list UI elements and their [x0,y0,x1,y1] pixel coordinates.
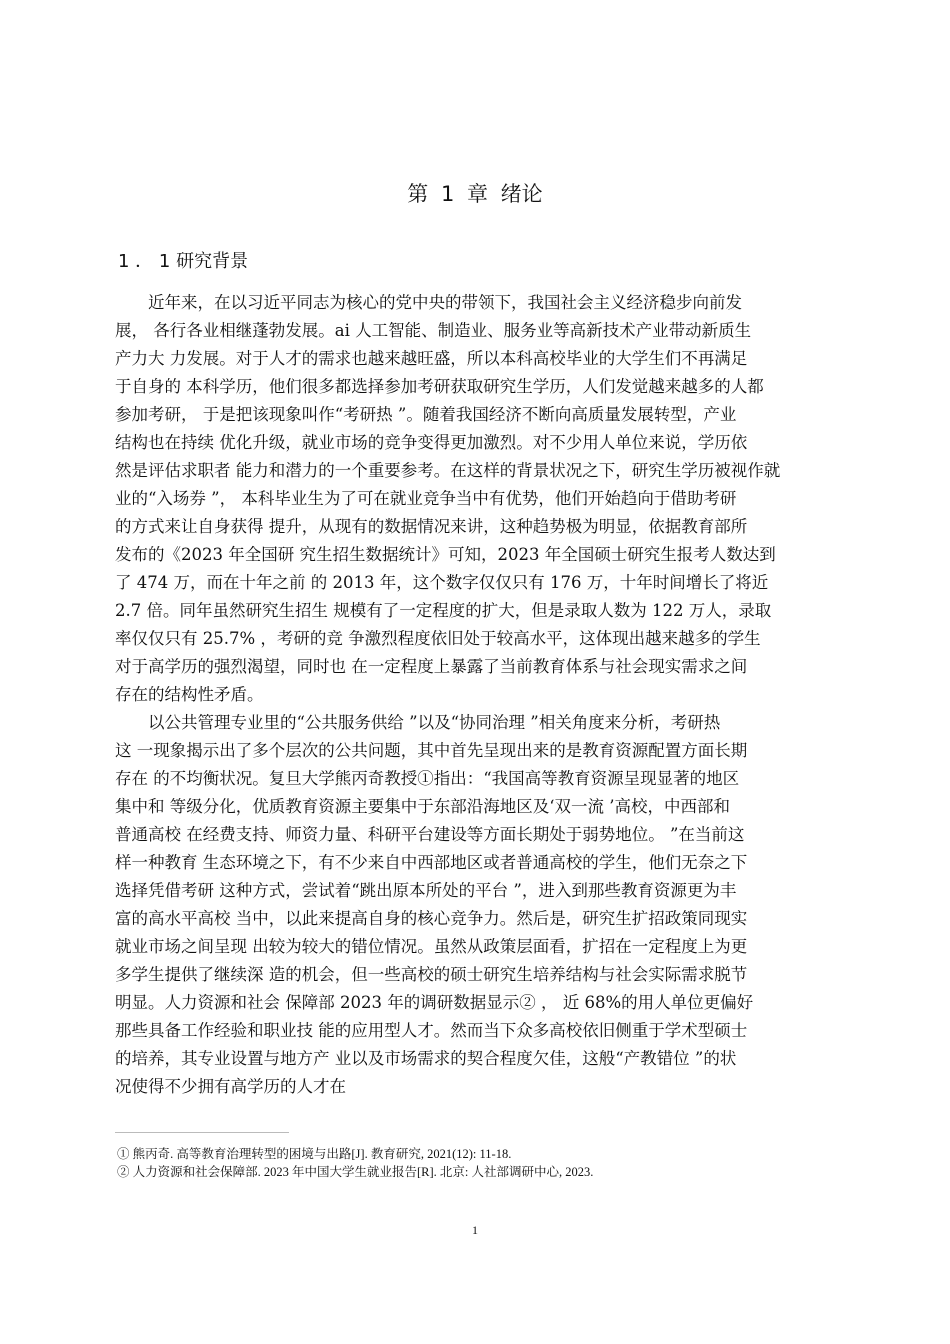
body-line: 发布的《2023 年全国研 究生招生数据统计》可知，2023 年全国硕士研究生报考人数达到 [115,545,776,564]
body-line: 这 一现象揭示出了多个层次的公共问题，其中首先呈现出来的是教育资源配置方面长期 [115,741,748,760]
body-line: 产力大 力发展。对于人才的需求也越来越旺盛，所以本科高校毕业的大学生们不再满足 [115,349,748,368]
body-line: 的培养，其专业设置与地方产 业以及市场需求的契合程度欠佳，这般“产教错位 ”的状 [115,1049,737,1068]
body-line: 结构也在持续 优化升级，就业市场的竞争变得更加激烈。对不少用人单位来说，学历依 [115,433,748,452]
body-line: 率仅仅只有 25.7% ，考研的竞 争激烈程度依旧处于较高水平，这体现出越来越多的学生 [115,629,761,648]
section-title: 1 ． 1 研究背景 [118,251,249,272]
page-number: 1 [472,1223,478,1237]
body-line: 2.7 倍。同年虽然研究生招生 规模有了一定程度的扩大，但是录取人数为 122 万人，录取 [115,601,772,620]
body-line: 参加考研， 于是把该现象叫作“考研热 ”。随着我国经济不断向高质量发展转型，产业 [115,405,737,424]
body-line: 以公共管理专业里的“公共服务供给 ”以及“协同治理 ”相关角度来分析，考研热 [115,713,721,732]
chapter-title: 第 1 章 绪论 [407,182,543,206]
body-line: 对于高学历的强烈渴望，同时也 在一定程度上暴露了当前教育体系与社会现实需求之间 [115,657,748,676]
body-line: 样一种教育 生态环境之下，有不少来自中西部地区或者普通高校的学生，他们无奈之下 [115,853,748,872]
footnote-2: ② 人力资源和社会保障部. 2023 年中国大学生就业报告[R]. 北京: 人社部调研中心, 2023. [117,1165,594,1179]
body-line: 集中和 等级分化，优质教育资源主要集中于东部沿海地区及‘双一流 ’高校，中西部和 [115,797,730,816]
body-line: 展， 各行各业相继蓬勃发展。ai 人工智能、制造业、服务业等高新技术产业带动新质生 [115,321,752,340]
footnote-separator [115,1132,289,1133]
body-line: 明显。人力资源和社会 保障部 2023 年的调研数据显示② ， 近 68%的用人单位更偏好 [115,993,754,1012]
body-line: 普通高校 在经费支持、师资力量、科研平台建设等方面长期处于弱势地位。 ”在当前这 [115,825,745,844]
body-line: 存在的结构性矛盾。 [115,685,264,704]
body-line: 近年来，在以习近平同志为核心的党中央的带领下，我国社会主义经济稳步向前发 [115,293,742,312]
body-line: 就业市场之间呈现 出较为较大的错位情况。虽然从政策层面看，扩招在一定程度上为更 [115,937,748,956]
body-line: 多学生提供了继续深 造的机会，但一些高校的硕士研究生培养结构与社会实际需求脱节 [115,965,748,984]
body-line: 了 474 万，而在十年之前 的 2013 年，这个数字仅仅只有 176 万，十年时间增长了将近 [115,573,769,592]
body-line: 然是评估求职者 能力和潜力的一个重要参考。在这样的背景状况之下，研究生学历被视作就 [115,461,781,480]
body-line: 况使得不少拥有高学历的人才在 [115,1077,346,1096]
footnote-1: ① 熊丙奇. 高等教育治理转型的困境与出路[J]. 教育研究, 2021(12): 11-18. [117,1147,512,1161]
body-line: 那些具备工作经验和职业技 能的应用型人才。然而当下众多高校依旧侧重于学术型硕士 [115,1021,748,1040]
body-line: 于自身的 本科学历，他们很多都选择参加考研获取研究生学历，人们发觉越来越多的人都 [115,377,764,396]
body-line: 富的高水平高校 当中，以此来提高自身的核心竞争力。然后是，研究生扩招政策同现实 [115,909,748,928]
body-line: 选择凭借考研 这种方式，尝试着“跳出原本所处的平台 ”，进入到那些教育资源更为丰 [115,881,737,900]
body-line: 的方式来让自身获得 提升，从现有的数据情况来讲，这种趋势极为明显，依据教育部所 [115,517,748,536]
body-line: 业的“入场券 ”， 本科毕业生为了可在就业竞争当中有优势，他们开始趋向于借助考研 [115,489,737,508]
body-line: 存在 的不均衡状况。复旦大学熊丙奇教授①指出：“我国高等教育资源呈现显著的地区 [115,769,740,788]
